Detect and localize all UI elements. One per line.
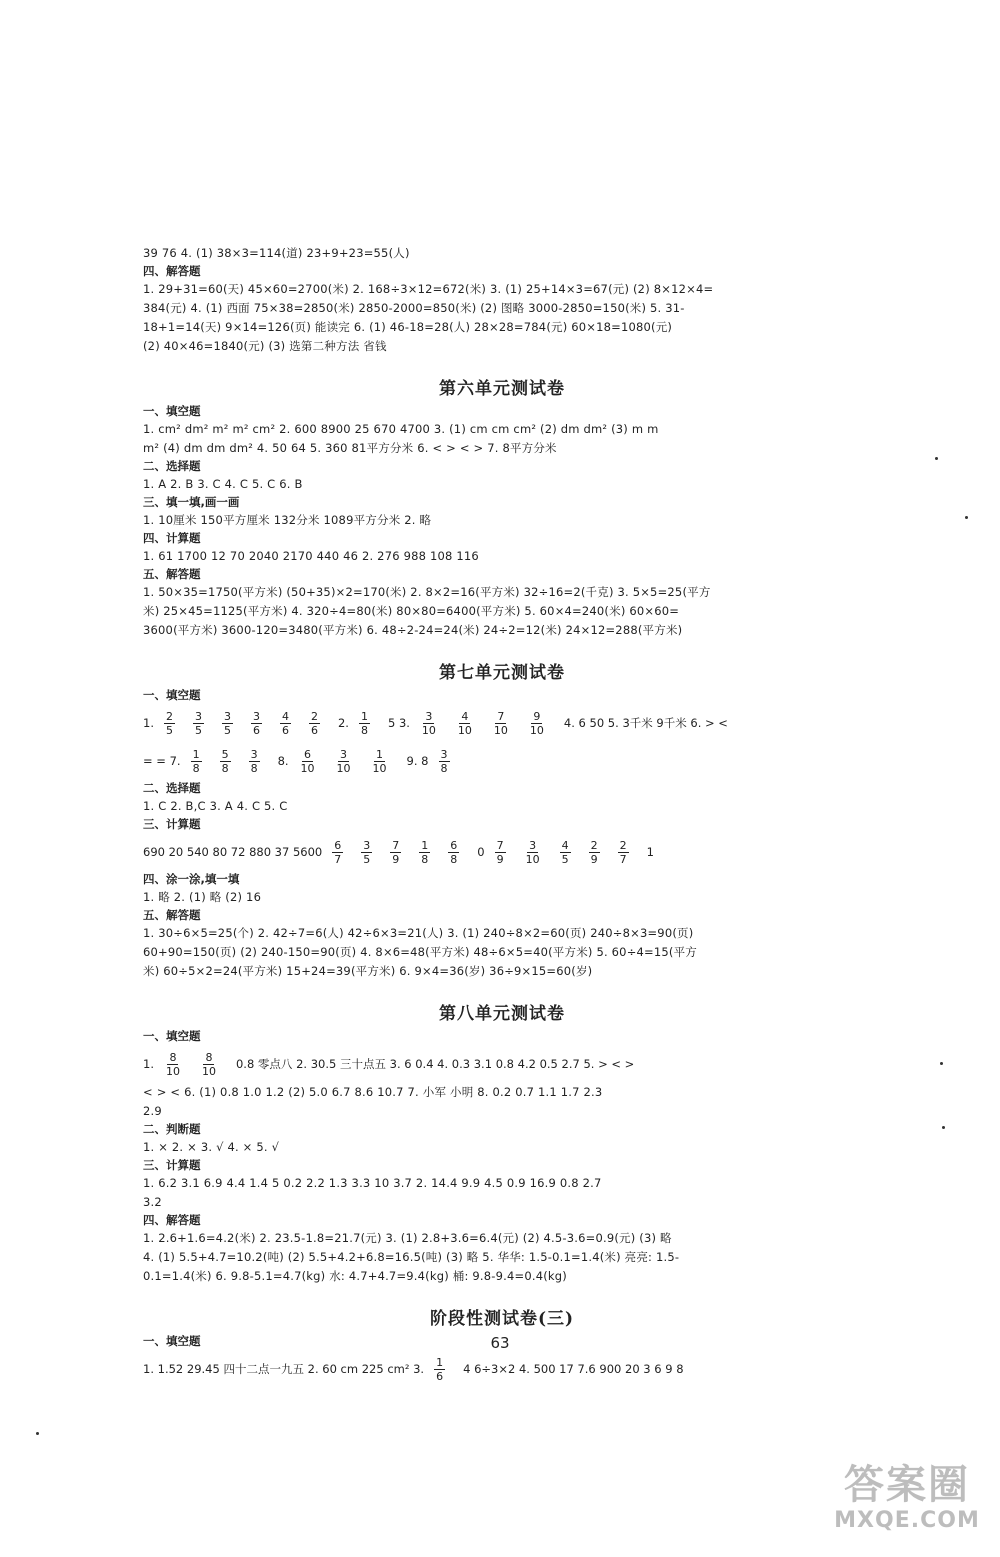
text-line: 1. 6.2 3.1 6.9 4.4 1.4 5 0.2 2.2 1.3 3.3 10 3.7 2. 14.4 9.9 4.5 0.9 16.9 0.8 2.7 — [143, 1176, 602, 1190]
denominator: 10 — [421, 723, 436, 737]
denominator: 8 — [250, 761, 258, 775]
denominator: 8 — [421, 852, 429, 866]
fraction-line — [143, 742, 861, 780]
numerator: 1 — [421, 838, 429, 852]
text-line: 1. A 2. B 3. C 4. C 5. C 6. B — [143, 477, 303, 491]
numerator: 7 — [392, 838, 400, 852]
watermark-logo — [822, 1462, 992, 1544]
numerator: 4 — [461, 709, 469, 723]
text-line: 2.9 — [143, 1104, 162, 1118]
section-heading: 三、计算题 — [143, 817, 201, 831]
section-heading: 一、填空题 — [143, 1334, 201, 1348]
fraction-group — [332, 839, 477, 866]
text-segment: 9. 8 — [406, 754, 429, 768]
numerator: 4 — [561, 838, 569, 852]
denominator: 10 — [165, 1064, 180, 1078]
unit7-title: 第七单元测试卷 — [439, 663, 565, 683]
fraction — [191, 748, 202, 775]
fraction-group — [191, 748, 278, 775]
fraction — [456, 710, 474, 737]
fraction-line — [143, 704, 861, 742]
denominator: 9 — [392, 852, 400, 866]
numerator: 3 — [194, 709, 202, 723]
numerator: 9 — [533, 709, 541, 723]
text-line: 384(元) 4. (1) 西面 75×38=2850(米) 2850-2000=850(米) (2) 图略 3000-2850=150(米) 5. 31- — [143, 301, 685, 315]
denominator: 5 — [363, 852, 371, 866]
denominator: 7 — [619, 852, 627, 866]
numerator: 8 — [169, 1050, 177, 1064]
fraction-group — [420, 710, 564, 737]
numerator: 6 — [334, 838, 342, 852]
section-heading: 三、填一填,画一画 — [143, 495, 240, 509]
numerator: 5 — [221, 747, 229, 761]
fraction — [419, 839, 430, 866]
page-number: 63 — [490, 1334, 510, 1352]
denominator: 9 — [496, 852, 504, 866]
fraction — [361, 839, 372, 866]
fraction-group — [164, 1051, 236, 1078]
watermark-top: 答案圈 — [844, 1462, 970, 1508]
fraction — [371, 748, 389, 775]
numerator: 4 — [281, 709, 289, 723]
fraction — [439, 748, 450, 775]
text-segment: 4. 6 50 5. 3千米 9千米 6. > < — [563, 716, 728, 730]
denominator: 10 — [525, 852, 540, 866]
denominator: 6 — [310, 723, 318, 737]
fraction — [222, 710, 233, 737]
fraction — [164, 1051, 182, 1078]
denominator: 8 — [221, 761, 229, 775]
fraction-group — [299, 748, 407, 775]
denominator: 9 — [590, 852, 598, 866]
text-line: 1. 61 1700 12 70 2040 2170 440 46 2. 276 988 108 116 — [143, 549, 479, 563]
fraction — [492, 710, 510, 737]
numerator: 7 — [496, 838, 504, 852]
denominator: 5 — [223, 723, 231, 737]
numerator: 7 — [497, 709, 505, 723]
text-segment: 2. — [337, 716, 349, 730]
numerator: 2 — [310, 709, 318, 723]
denominator: 10 — [372, 761, 387, 775]
speck — [940, 1062, 943, 1065]
fraction — [332, 839, 343, 866]
numerator: 3 — [223, 709, 231, 723]
denominator: 8 — [192, 761, 200, 775]
fraction — [200, 1051, 218, 1078]
text-segment: 1. — [143, 716, 154, 730]
text-line: < > < 6. (1) 0.8 1.0 1.2 (2) 5.0 6.7 8.6 10.7 7. 小军 小明 8. 0.2 0.7 1.1 1.7 2.3 — [143, 1085, 603, 1099]
numerator: 8 — [205, 1050, 213, 1064]
fraction — [434, 1356, 445, 1383]
unit6-title: 第六单元测试卷 — [439, 379, 565, 399]
section-heading: 四、计算题 — [143, 531, 201, 545]
section-heading: 四、涂一涂,填一填 — [143, 872, 240, 886]
denominator: 5 — [561, 852, 569, 866]
text-segment: 1 — [646, 845, 654, 859]
denominator: 6 — [436, 1369, 444, 1383]
text-line: 1. 10厘米 150平方厘米 132分米 1089平方分米 2. 略 — [143, 513, 432, 527]
fraction — [420, 710, 438, 737]
numerator: 1 — [376, 747, 384, 761]
text-line: 1. 2.6+1.6=4.2(米) 2. 23.5-1.8=21.7(元) 3. (1) 2.8+3.6=6.4(元) (2) 4.5-3.6=0.9(元) (3) 略 — [143, 1231, 672, 1245]
fraction-group — [164, 710, 338, 737]
text-segment: 8. — [277, 754, 289, 768]
fraction — [164, 710, 175, 737]
section-heading: 二、判断题 — [143, 1122, 201, 1136]
fraction-group — [495, 839, 647, 866]
text-segment: = = 7. — [143, 754, 181, 768]
fraction — [524, 839, 542, 866]
text-line: 1. × 2. × 3. √ 4. × 5. √ — [143, 1140, 280, 1154]
text-line: 3.2 — [143, 1195, 162, 1209]
text-line: 18+1=14(天) 9×14=126(页) 能读完 6. (1) 46-18=28(人) 28×28=784(元) 60×18=1080(元) — [143, 320, 673, 334]
text-segment: 690 20 540 80 72 880 37 5600 — [143, 845, 323, 859]
text-line: 0.1=1.4(米) 6. 9.8-5.1=4.7(kg) 水: 4.7+4.7=9.4(kg) 桶: 9.8-9.4=0.4(kg) — [143, 1269, 567, 1283]
text-line: 1. 50×35=1750(平方米) (50+35)×2=170(米) 2. 8×2=16(平方米) 32÷16=2(千克) 3. 5×5=25(平方 — [143, 585, 711, 599]
text-segment: 0 — [477, 845, 485, 859]
fraction — [495, 839, 506, 866]
numerator: 1 — [360, 709, 368, 723]
numerator: 1 — [192, 747, 200, 761]
fraction — [390, 839, 401, 866]
numerator: 3 — [425, 709, 433, 723]
speck — [942, 1126, 945, 1129]
fraction — [618, 839, 629, 866]
fraction — [249, 748, 260, 775]
section-heading: 二、选择题 — [143, 781, 201, 795]
section-heading: 五、解答题 — [143, 908, 201, 922]
fraction — [251, 710, 262, 737]
text-segment: 1. — [143, 1057, 154, 1071]
fraction-group — [434, 1356, 463, 1383]
page-content — [143, 244, 861, 1388]
section-heading: 四、解答题 — [143, 264, 201, 278]
section-heading: 一、填空题 — [143, 404, 201, 418]
denominator: 10 — [201, 1064, 216, 1078]
stage3-title: 阶段性测试卷(三) — [429, 1309, 575, 1329]
denominator: 6 — [281, 723, 289, 737]
section-heading: 五、解答题 — [143, 567, 201, 581]
numerator: 6 — [304, 747, 312, 761]
fraction — [528, 710, 546, 737]
text-line: 39 76 4. (1) 38×3=114(道) 23+9+23=55(人) — [143, 246, 410, 260]
denominator: 10 — [300, 761, 315, 775]
fraction — [299, 748, 317, 775]
numerator: 3 — [363, 838, 371, 852]
text-line: 60+90=150(页) (2) 240-150=90(页) 4. 8×6=48(平方米) 48÷6×5=40(平方米) 5. 60÷4=15(平方 — [143, 945, 698, 959]
section-heading: 三、计算题 — [143, 1158, 201, 1172]
fraction — [220, 748, 231, 775]
text-segment: 5 3. — [387, 716, 410, 730]
fraction — [335, 748, 353, 775]
numerator: 3 — [440, 747, 448, 761]
fraction — [448, 839, 459, 866]
fraction-line — [143, 833, 861, 871]
numerator: 2 — [590, 838, 598, 852]
numerator: 3 — [250, 747, 258, 761]
text-line: 米) 25×45=1125(平方米) 4. 320÷4=80(米) 80×80=6400(平方米) 5. 60×4=240(米) 60×60= — [143, 604, 680, 618]
speck — [935, 457, 938, 460]
denominator: 7 — [334, 852, 342, 866]
text-line: 3600(平方米) 3600-120=3480(平方米) 6. 48÷2-24=24(米) 24÷2=12(米) 24×12=288(平方米) — [143, 623, 683, 637]
fraction — [560, 839, 571, 866]
denominator: 6 — [252, 723, 260, 737]
fraction-group — [359, 710, 388, 737]
text-line: 1. C 2. B,C 3. A 4. C 5. C — [143, 799, 288, 813]
denominator: 10 — [529, 723, 544, 737]
section-heading: 四、解答题 — [143, 1213, 201, 1227]
text-line: (2) 40×46=1840(元) (3) 选第二种方法 省钱 — [143, 339, 387, 353]
denominator: 8 — [360, 723, 368, 737]
speck — [36, 1432, 39, 1435]
numerator: 1 — [436, 1355, 444, 1369]
section-heading: 二、选择题 — [143, 459, 201, 473]
unit8-title: 第八单元测试卷 — [439, 1004, 565, 1024]
numerator: 3 — [340, 747, 348, 761]
text-line: 1. 30÷6×5=25(个) 2. 42÷7=6(人) 42÷6×3=21(人) 3. (1) 240÷8×2=60(页) 240÷8×3=90(页) — [143, 926, 694, 940]
text-line: 1. 略 2. (1) 略 (2) 16 — [143, 890, 262, 904]
fraction-line — [143, 1350, 861, 1388]
speck — [965, 516, 968, 519]
numerator: 3 — [529, 838, 537, 852]
fraction — [359, 710, 370, 737]
denominator: 5 — [165, 723, 173, 737]
numerator: 2 — [165, 709, 173, 723]
fraction — [193, 710, 204, 737]
numerator: 6 — [450, 838, 458, 852]
text-line: 1. cm² dm² m² m² cm² 2. 600 8900 25 670 4700 3. (1) cm cm cm² (2) dm dm² (3) m m — [143, 422, 659, 436]
watermark-bottom: MXQE.COM — [834, 1508, 980, 1533]
text-line: 1. 29+31=60(天) 45×60=2700(米) 2. 168÷3×12=672(米) 3. (1) 25+14×3=67(元) (2) 8×12×4= — [143, 282, 714, 296]
fraction-group — [439, 748, 468, 775]
numerator: 2 — [619, 838, 627, 852]
text-segment: 4 6÷3×2 4. 500 17 7.6 900 20 3 6 9 8 — [463, 1362, 684, 1376]
denominator: 8 — [440, 761, 448, 775]
denominator: 10 — [336, 761, 351, 775]
fraction-line — [143, 1045, 861, 1083]
denominator: 8 — [450, 852, 458, 866]
fraction — [589, 839, 600, 866]
numerator: 3 — [252, 709, 260, 723]
fraction — [309, 710, 320, 737]
section-heading: 一、填空题 — [143, 1029, 201, 1043]
section-heading: 一、填空题 — [143, 688, 201, 702]
text-segment: 0.8 零点八 2. 30.5 三十点五 3. 6 0.4 4. 0.3 3.1 0.8 4.2 0.5 2.7 5. > < > — [235, 1057, 635, 1071]
text-line: 4. (1) 5.5+4.7=10.2(吨) (2) 5.5+4.2+6.8=16.5(吨) (3) 略 5. 华华: 1.5-0.1=1.4(米) 亮亮: 1.5- — [143, 1250, 680, 1264]
text-line: 米) 60÷5×2=24(平方米) 15+24=39(平方米) 6. 9×4=36(岁) 36÷9×15=60(岁) — [143, 964, 593, 978]
text-segment: 1. 1.52 29.45 四十二点一九五 2. 60 cm 225 cm² 3. — [143, 1362, 425, 1376]
denominator: 10 — [493, 723, 508, 737]
denominator: 10 — [457, 723, 472, 737]
fraction — [280, 710, 291, 737]
text-line: m² (4) dm dm dm² 4. 50 64 5. 360 81平方分米 6. < > < > 7. 8平方分米 — [143, 441, 557, 455]
denominator: 5 — [194, 723, 202, 737]
